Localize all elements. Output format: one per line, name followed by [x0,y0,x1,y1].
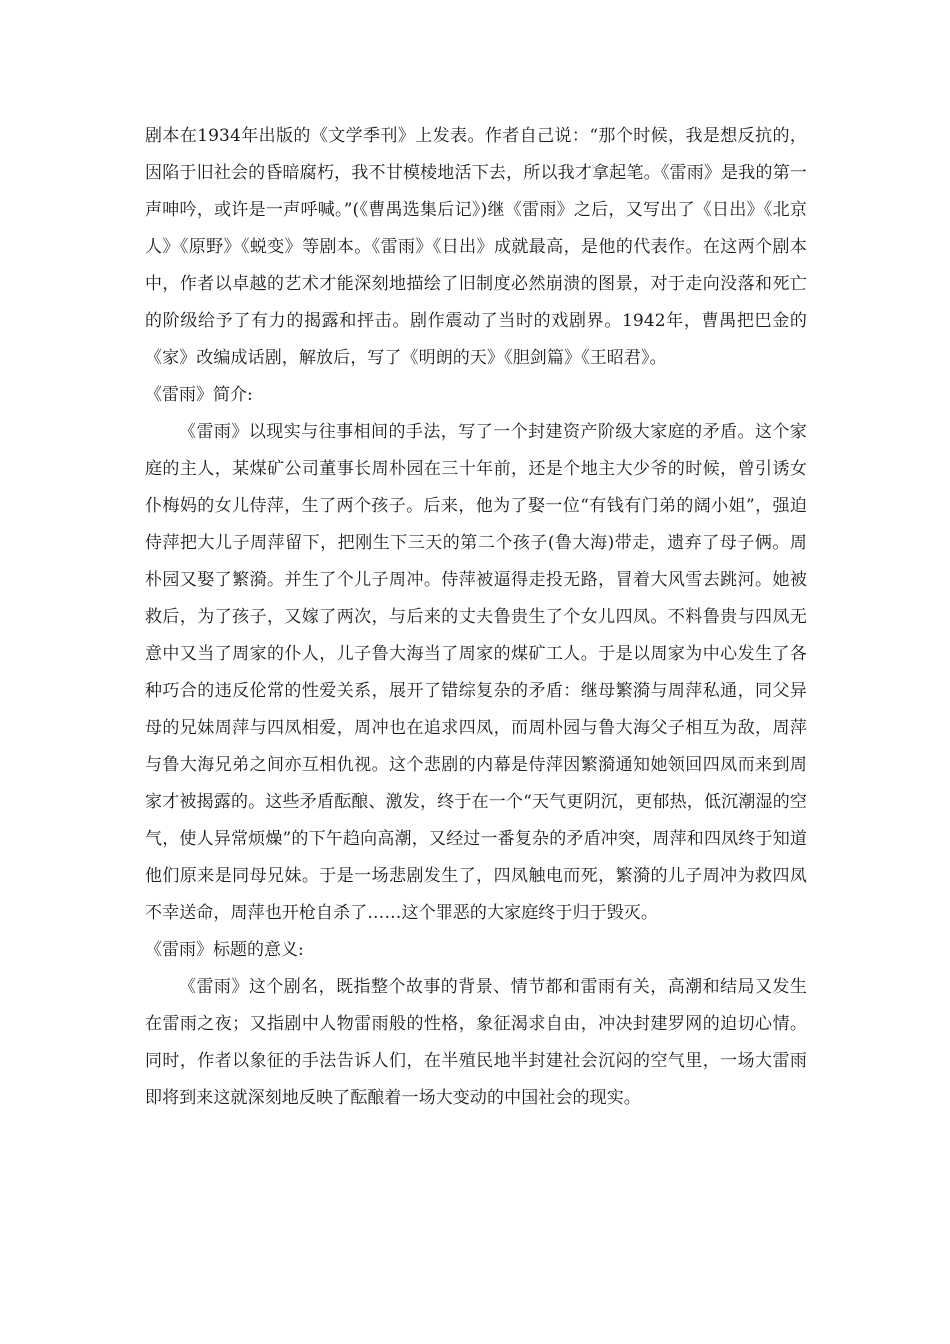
title-meaning-paragraph: 《雷雨》这个剧名，既指整个故事的背景、情节都和雷雨有关，高潮和结局又发生在雷雨之夜；又指剧中人物雷雨般的性格，象征渴求自由，冲决封建罗网的迫切心情。同时，作者以象征的手法告诉人们，在半殖民地半封建社会沉闷的空气里，一场大雷雨即将到来这就深刻地反映了酝酿着一场大变动的中国社会的现实。 [145,977,807,1108]
document-page [145,118,807,1117]
summary-heading: 《雷雨》简介: [145,385,253,405]
intro-paragraph: 剧本在1934年出版的《文学季刊》上发表。作者自己说：“那个时候，我是想反抗的，因陷于旧社会的昏暗腐朽，我不甘模棱地活下去，所以我才拿起笔。《雷雨》是我的第一声呻吟，或许是一声呼喊。”(《曹禺选集后记》)继《雷雨》之后，又写出了《日出》《北京人》《原野》《蜕变》等剧本。《雷雨》《日出》成就最高，是他的代表作。在这两个剧本中，作者以卓越的艺术才能深刻地描绘了旧制度必然崩溃的图景，对于走向没落和死亡的阶级给予了有力的揭露和抨击。剧作震动了当时的戏剧界。1942年，曹禺把巴金的《家》改编成话剧，解放后，写了《明朗的天》《胆剑篇》《王昭君》。 [145,126,807,368]
summary-paragraph: 《雷雨》以现实与往事相间的手法，写了一个封建资产阶级大家庭的矛盾。这个家庭的主人，某煤矿公司董事长周朴园在三十年前，还是个地主大少爷的时候，曾引诱女仆梅妈的女儿侍萍，生了两个孩子。后来，他为了娶一位“有钱有门弟的阔小姐”，强迫侍萍把大儿子周萍留下，把刚生下三天的第二个孩子(鲁大海)带走，遗弃了母子俩。周朴园又娶了繁漪。并生了个儿子周冲。侍萍被逼得走投无路，冒着大风雪去跳河。她被救后，为了孩子，又嫁了两次，与后来的丈夫鲁贵生了个女儿四凤。不料鲁贵与四凤无意中又当了周家的仆人，儿子鲁大海当了周家的煤矿工人。于是以周家为中心发生了各种巧合的违反伦常的性爱关系，展开了错综复杂的矛盾：继母繁漪与周萍私通，同父异母的兄妹周萍与四凤相爱，周冲也在追求四凤，而周朴园与鲁大海父子相互为敌，周萍与鲁大海兄弟之间亦互相仇视。这个悲剧的内幕是侍萍因繁漪通知她领回四凤而来到周家才被揭露的。这些矛盾酝酿、激发，终于在一个“天气更阴沉，更郁热，低沉潮湿的空气，使人异常烦燥”的下午趋向高潮，又经过一番复杂的矛盾冲突，周萍和四凤终于知道他们原来是同母兄妹。于是一场悲剧发生了，四凤触电而死，繁漪的儿子周冲为救四凤不幸送命，周萍也开枪自杀了……这个罪恶的大家庭终于归于毁灭。 [145,422,807,923]
title-meaning-heading: 《雷雨》标题的意义: [145,940,304,960]
